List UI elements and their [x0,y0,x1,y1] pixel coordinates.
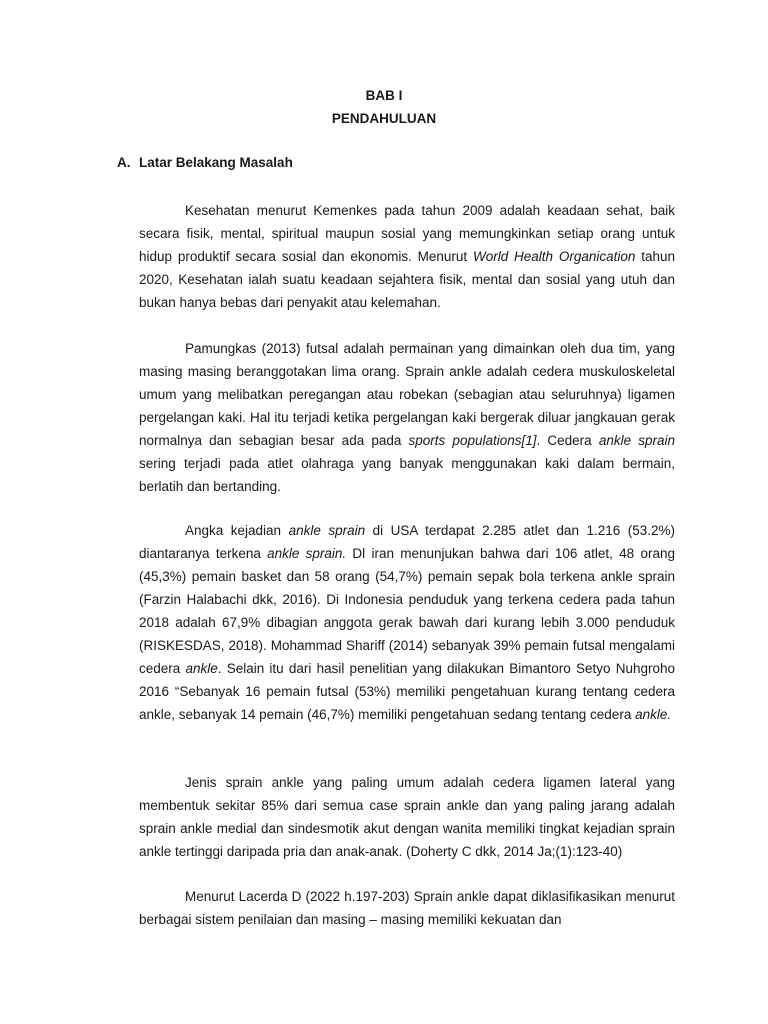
italic-text: ankle sprain [598,433,675,448]
chapter-number: BAB I [365,88,403,103]
text-segment: sering terjadi pada atlet olahraga yang banyak menggunakan kaki dalam bermain, berlatih dan bertanding. [139,456,675,494]
text-segment: Angka kejadian [185,523,289,538]
italic-text: ankle. [635,707,672,722]
text-segment: Jenis sprain ankle yang paling umum adalah cedera ligamen lateral yang membentuk sekitar 85% dari semua case sprain ankle dan yang paling jarang adalah sprain ankle medial dan sindesmotik akut dengan wanita memiliki tingkat kejadian sprain ankle tertinggi daripada pria dan anak-anak. (Doherty C dkk, 2014 Ja;(1):123-40) [139,775,675,859]
section-heading [117,155,293,170]
italic-text: ankle sprain [288,523,366,538]
italic-text: sports populations[1] [408,433,537,448]
italic-text: World Health Organication [472,249,636,264]
text-segment: di USA terdapat 2.285 atlet dan 1.216 (53.2%) diantaranya terkena [139,523,675,561]
paragraph [139,885,675,931]
chapter-title: PENDAHULUAN [331,111,437,126]
text-segment: tahun 2020, Kesehatan ialah suatu keadaan sejahtera fisik, mental dan sosial yang utuh dan bukan hanya bebas dari penyakit atau kelemahan. [139,249,675,310]
text-segment: Pamungkas (2013) futsal adalah permainan yang dimainkan oleh dua tim, yang masing masing beranggotakan lima orang. Sprain ankle adalah cedera muskuloskeletal umum yang melibatkan peregangan atau robekan (sebagian atau seluruhnya) ligamen pergelangan kaki. Hal itu terjadi ketika pergelangan kaki bergerak diluar jangkauan gerak normalnya dan sebagian besar ada pada [139,341,675,448]
paragraph [139,199,675,314]
text-segment: . Cedera [536,433,599,448]
text-segment: Menurut Lacerda D (2022 h.197-203) Sprain ankle dapat diklasifikasikan menurut berbagai sistem penilaian dan masing – masing memiliki kekuatan dan [139,889,675,927]
section-title: Latar Belakang Masalah [139,155,293,170]
paragraph [139,337,675,498]
italic-text: ankle [185,661,218,676]
paragraph [139,519,675,726]
text-segment: Dl iran menunjukan bahwa dari 106 atlet, 48 orang (45,3%) pemain basket dan 58 orang (54,7%) pemain sepak bola terkena ankle sprain (Farzin Halabachi dkk, 2016). Di Indonesia penduduk yang terkena cedera pada tahun 2018 adalah 67,9% dibagian anggota gerak bawah dari kurang lebih 3.000 penduduk (RISKESDAS, 2018). Mohammad Shariff (2014) sebanyak 39% pemain futsal mengalami cedera [139,546,675,676]
italic-text: ankle sprain. [267,546,347,561]
text-segment: . Selain itu dari hasil penelitian yang dilakukan Bimantoro Setyo Nuhgroho 2016 “Sebanyak 16 pemain futsal (53%) memiliki pengetahuan kurang tentang cedera ankle, sebanyak 14 pemain (46,7%) memiliki pengetahuan sedang tentang cedera [139,661,675,722]
paragraph [139,771,675,863]
section-letter: A. [117,155,131,170]
text-segment: Kesehatan menurut Kemenkes pada tahun 2009 adalah keadaan sehat, baik secara fisik, mental, spiritual maupun sosial yang memungkinkan setiap orang untuk hidup produktif secara sosial dan ekonomis. Menurut [139,203,675,264]
